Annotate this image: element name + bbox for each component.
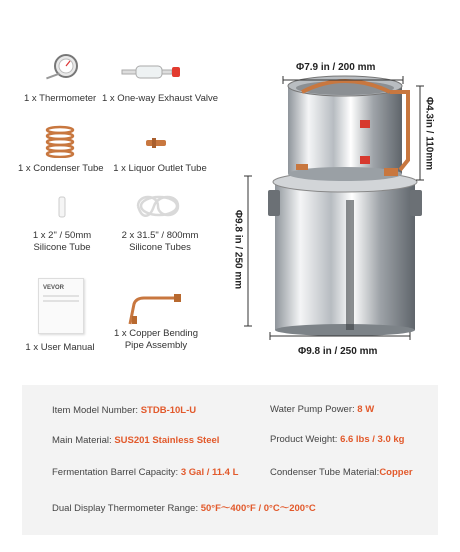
condenser-tube-label: 1 x Condenser Tube <box>18 163 104 174</box>
copper-pipe-label-1: 1 x Copper Bending <box>114 328 198 339</box>
short-silicone-tube-label-1: 1 x 2" / 50mm <box>32 230 92 241</box>
spec-thermometer-range: Dual Display Thermometer Range: 50°F～400°F / 0°C～200°C <box>52 503 316 514</box>
spec-model: Item Model Number: STDB-10L-U <box>52 405 197 416</box>
body-width-dimension: Φ9.8 in / 250 mm <box>298 346 378 357</box>
user-manual-label: 1 x User Manual <box>25 342 95 353</box>
exhaust-valve-label: 1 x One-way Exhaust Valve <box>102 93 218 104</box>
copper-pipe-label-2: Pipe Assembly <box>124 340 188 351</box>
top-height-dimension: Φ4.3in / 110mm <box>423 96 435 171</box>
long-silicone-tubes-label-2: Silicone Tubes <box>129 242 191 253</box>
thermometer-label: 1 x Thermometer <box>24 93 97 104</box>
long-silicone-tubes-label-1: 2 x 31.5" / 800mm <box>121 230 199 241</box>
body-height-dimension: Φ9.8 in / 250 mm <box>232 209 244 290</box>
spec-pump: Water Pump Power: 8 W <box>270 404 375 415</box>
short-silicone-tube-label-2: Silicone Tube <box>33 242 91 253</box>
top-width-dimension: Φ7.9 in / 200 mm <box>296 62 376 73</box>
spec-material: Main Material: SUS201 Stainless Steel <box>52 435 220 446</box>
liquor-outlet-tube-label: 1 x Liquor Outlet Tube <box>113 163 207 174</box>
spec-condenser-material: Condenser Tube Material:Copper <box>270 467 413 478</box>
spec-capacity: Fermentation Barrel Capacity: 3 Gal / 11.4 L <box>52 467 239 478</box>
manual-brand: VEVOR <box>43 285 65 291</box>
spec-panel <box>22 385 438 535</box>
spec-weight: Product Weight: 6.6 lbs / 3.0 kg <box>270 434 405 445</box>
